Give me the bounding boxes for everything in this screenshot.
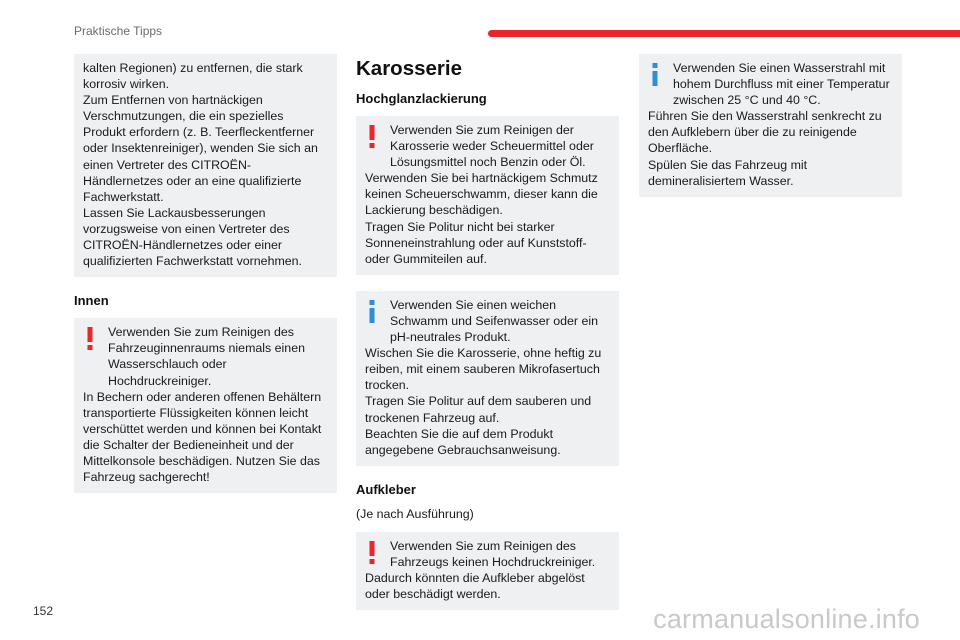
note-box-exterior-cleaning bbox=[74, 54, 337, 277]
info-icon bbox=[366, 300, 378, 324]
warning-text: Verwenden Sie bei hartnäckigem Schmutz keinen Scheuerschwamm, dieser kann die Lackierung beschädigen. bbox=[365, 171, 598, 218]
subsection-heading-aufkleber: Aufkleber bbox=[356, 481, 416, 497]
warning-text: In Bechern oder anderen offenen Behältern transportierte Flüssigkeiten können leicht verschüttet werden und können bei Kontakt die Schalter der Bedieneinheit und der Mittelkonsole beschädigen. Nutzen Sie das Fahrzeug sachgerecht! bbox=[83, 389, 322, 485]
warning-icon bbox=[366, 125, 378, 149]
info-icon bbox=[649, 63, 661, 87]
warning-icon bbox=[84, 327, 96, 351]
note-paragraph: kalten Regionen) zu entfernen, die stark korrosiv wirken. bbox=[83, 61, 303, 92]
warning-text: Tragen Sie Politur nicht bei starker Sonneneinstrahlung oder auf Kunststoff- oder Gummiteilen auf. bbox=[365, 219, 587, 266]
info-text: Beachten Sie die auf dem Produkt angegebene Gebrauchsanweisung. bbox=[365, 426, 561, 457]
section-title-karosserie: Karosserie bbox=[356, 57, 462, 80]
watermark: carmanualsonline.info bbox=[653, 604, 920, 634]
info-lead-text: Verwenden Sie einen weichen Schwamm und Seifenwasser oder ein pH-neutrales Produkt. bbox=[390, 297, 598, 345]
warning-lead-text: Verwenden Sie zum Reinigen des Fahrzeuginnenraums niemals einen Wasserschlauch oder Hochdruckreiniger. bbox=[108, 325, 305, 388]
warning-box-stickers bbox=[356, 532, 619, 610]
warning-icon bbox=[366, 541, 378, 565]
note-paragraph: Zum Entfernen von hartnäckigen Verschmutzungen, die ein spezielles Produkt erfordern (z. B. Teerfleckentferner oder Insektenreiniger), wenden Sie sich an einen Vertreter des CITROËN-Händlernetzes oder an eine qualifizierte Fachwerkstatt. bbox=[83, 93, 318, 204]
header-title: Praktische Tipps bbox=[74, 24, 163, 38]
page-number: 152 bbox=[33, 604, 54, 618]
variant-note: (Je nach Ausführung) bbox=[356, 506, 474, 521]
warning-text: Dadurch könnten die Aufkleber abgelöst oder beschädigt werden. bbox=[365, 570, 585, 602]
warning-lead-text: Verwenden Sie zum Reinigen des Fahrzeugs keinen Hochdruckreiniger. bbox=[390, 538, 596, 569]
info-text: Führen Sie den Wasserstrahl senkrecht zu den Aufklebern über die zu reinigende Oberfläche. bbox=[648, 109, 882, 156]
info-box-water-jet bbox=[639, 54, 902, 197]
header-accent-bar bbox=[488, 30, 960, 37]
info-text: Spülen Sie das Fahrzeug mit demineralisiertem Wasser. bbox=[648, 157, 808, 188]
column-middle bbox=[356, 54, 619, 626]
section-heading-innen: Innen bbox=[74, 293, 109, 309]
info-box-paint-care bbox=[356, 291, 619, 466]
info-lead-text: Verwenden Sie einen Wasserstrahl mit hohem Durchfluss mit einer Temperatur zwischen 25 °C und 40 °C. bbox=[673, 61, 890, 108]
info-text: Wischen Sie die Karosserie, ohne heftig zu reiben, mit einem sauberen Mikrofasertuch trocken. bbox=[365, 346, 602, 393]
note-paragraph: Lassen Sie Lackausbesserungen vorzugsweise von einen Vertreter des CITROËN-Händlernetzes oder einer qualifizierten Fachwerkstatt vornehmen. bbox=[83, 205, 303, 269]
warning-lead-text: Verwenden Sie zum Reinigen der Karosserie weder Scheuermittel oder Lösungsmittel noch Benzin oder Öl. bbox=[390, 123, 594, 170]
subsection-heading-hochglanzlackierung: Hochglanzlackierung bbox=[356, 91, 487, 106]
warning-box-interior bbox=[74, 318, 337, 493]
column-left bbox=[74, 54, 337, 509]
info-text: Tragen Sie Politur auf dem sauberen und trockenen Fahrzeug auf. bbox=[365, 394, 592, 425]
warning-box-paint bbox=[356, 116, 619, 275]
column-right bbox=[639, 54, 902, 213]
